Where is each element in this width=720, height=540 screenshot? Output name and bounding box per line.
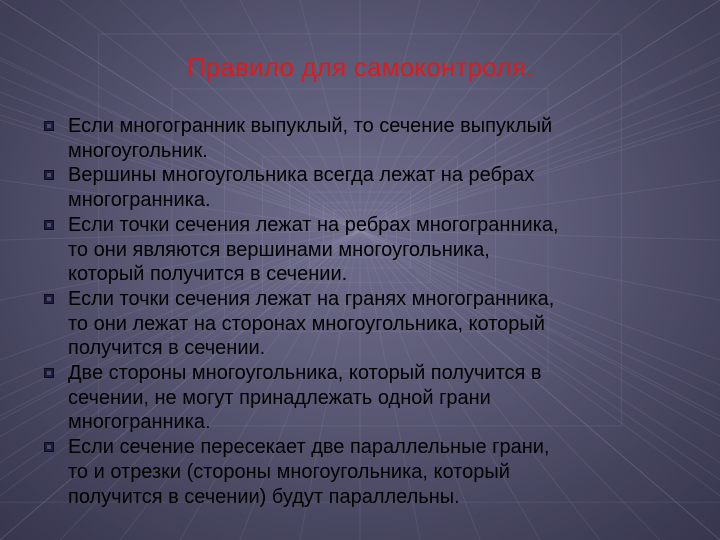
square-bullet-icon: [44, 121, 54, 131]
bullet-item: [44, 163, 684, 212]
bullet-text-line: многогранника.: [68, 189, 211, 212]
bullet-text-line: получится в сечении) будут параллельны.: [68, 485, 460, 508]
square-bullet-icon: [44, 442, 54, 452]
bullet-text-line: получится в сечении.: [68, 337, 266, 360]
bullet-text-line: который получится в сечении.: [68, 263, 348, 286]
square-bullet-icon: [44, 170, 54, 180]
bullet-item: [44, 287, 684, 361]
bullet-text-line: многогранника.: [68, 411, 211, 434]
bullet-text-line: Если сечение пересекает две параллельные грани,: [68, 436, 550, 459]
bullet-text-line: то они лежат на сторонах многоугольника, который: [68, 312, 545, 335]
bullet-text-line: то они являются вершинами многоугольника,: [68, 238, 490, 261]
square-bullet-icon: [44, 368, 54, 378]
bullet-text-line: то и отрезки (стороны многоугольника, который: [68, 460, 510, 483]
bullet-item: [44, 213, 684, 287]
bullet-item: [44, 361, 684, 435]
bullet-text-line: Две стороны многоугольника, который получится в: [68, 362, 542, 385]
square-bullet-icon: [44, 294, 54, 304]
bullet-item: [44, 114, 684, 163]
slide-title: Правило для самоконтроля.: [186, 52, 534, 82]
bullet-text-line: Вершины многоугольника всегда лежат на ребрах: [68, 164, 535, 187]
bullet-text-line: сечении, не могут принадлежать одной грани: [68, 386, 491, 409]
bullet-text-line: Если многогранник выпуклый, то сечение выпуклый: [68, 115, 553, 137]
bullet-item: [44, 435, 684, 509]
bullet-text-line: многоугольник.: [68, 139, 208, 162]
bullet-text-line: Если точки сечения лежат на гранях многогранника,: [68, 287, 555, 310]
square-bullet-icon: [44, 220, 54, 230]
bullet-list: [44, 114, 684, 509]
bullet-text-line: Если точки сечения лежат на ребрах многогранника,: [68, 213, 559, 236]
